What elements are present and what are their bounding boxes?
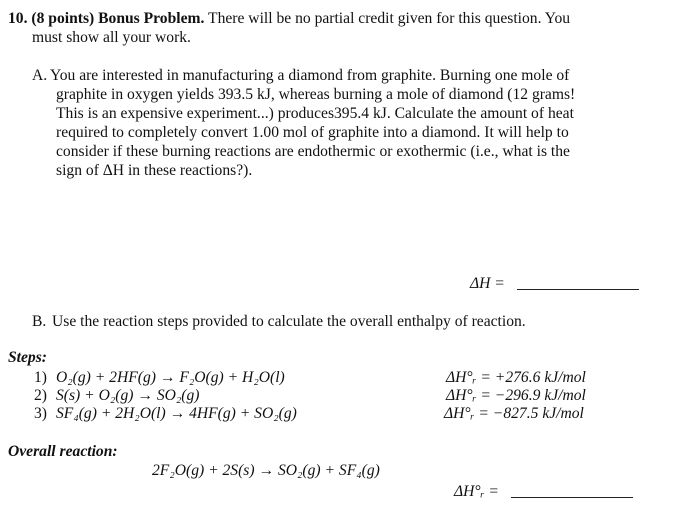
part-a-label: A. bbox=[32, 67, 48, 84]
step-1-number: 1) bbox=[34, 369, 47, 386]
step-2-enthalpy: ΔH°ᵣ = −296.9 kJ/mol bbox=[446, 387, 586, 404]
step-2-reaction: S(s) + O₂(g) → SO₂(g) bbox=[56, 387, 200, 404]
step-3-reaction: SF₄(g) + 2H₂O(l) → 4HF(g) + SO₂(g) bbox=[56, 405, 297, 422]
part-a-line-4: required to completely convert 1.00 mol of graphite into a diamond. It will help to bbox=[56, 124, 569, 141]
part-b-answer bbox=[454, 482, 633, 501]
part-a-answer-label: ΔH = bbox=[470, 275, 505, 292]
question-text-continued: must show all your work. bbox=[32, 29, 191, 46]
part-a-line-2: graphite in oxygen yields 393.5 kJ, whereas burning a mole of diamond (12 grams! bbox=[56, 86, 576, 103]
part-a-line-5: consider if these burning reactions are endothermic or exothermic (i.e., what is the bbox=[56, 143, 570, 160]
part-b-answer-blank[interactable] bbox=[511, 483, 633, 498]
step-3-number: 3) bbox=[34, 405, 47, 422]
question-points: (8 points) Bonus Problem. bbox=[31, 10, 205, 27]
part-a-answer-blank[interactable] bbox=[517, 275, 639, 290]
overall-reaction: 2F₂O(g) + 2S(s) → SO₂(g) + SF₄(g) bbox=[152, 462, 380, 479]
step-1-enthalpy: ΔH°ᵣ = +276.6 kJ/mol bbox=[446, 369, 586, 386]
part-a-line-6: sign of ΔH in these reactions?). bbox=[56, 162, 253, 179]
question-number: 10. bbox=[8, 10, 28, 27]
question-header bbox=[8, 9, 570, 28]
part-b-label: B. bbox=[32, 313, 47, 330]
step-1-reaction: O₂(g) + 2HF(g) → F₂O(g) + H₂O(l) bbox=[56, 369, 285, 386]
part-a-line-1: You are interested in manufacturing a diamond from graphite. Burning one mole of bbox=[50, 67, 570, 84]
question-text: There will be no partial credit given for this question. You bbox=[208, 10, 571, 27]
part-b-answer-label: ΔH°ᵣ = bbox=[454, 483, 499, 500]
part-a-line-3: This is an expensive experiment...) produces395.4 kJ. Calculate the amount of heat bbox=[56, 105, 574, 122]
overall-reaction-heading: Overall reaction: bbox=[8, 443, 118, 460]
step-2-number: 2) bbox=[34, 387, 47, 404]
steps-heading: Steps: bbox=[8, 349, 47, 366]
step-3-enthalpy: ΔH°ᵣ = −827.5 kJ/mol bbox=[444, 405, 584, 422]
part-b-text: Use the reaction steps provided to calculate the overall enthalpy of reaction. bbox=[52, 313, 526, 330]
part-a-answer bbox=[470, 274, 639, 293]
